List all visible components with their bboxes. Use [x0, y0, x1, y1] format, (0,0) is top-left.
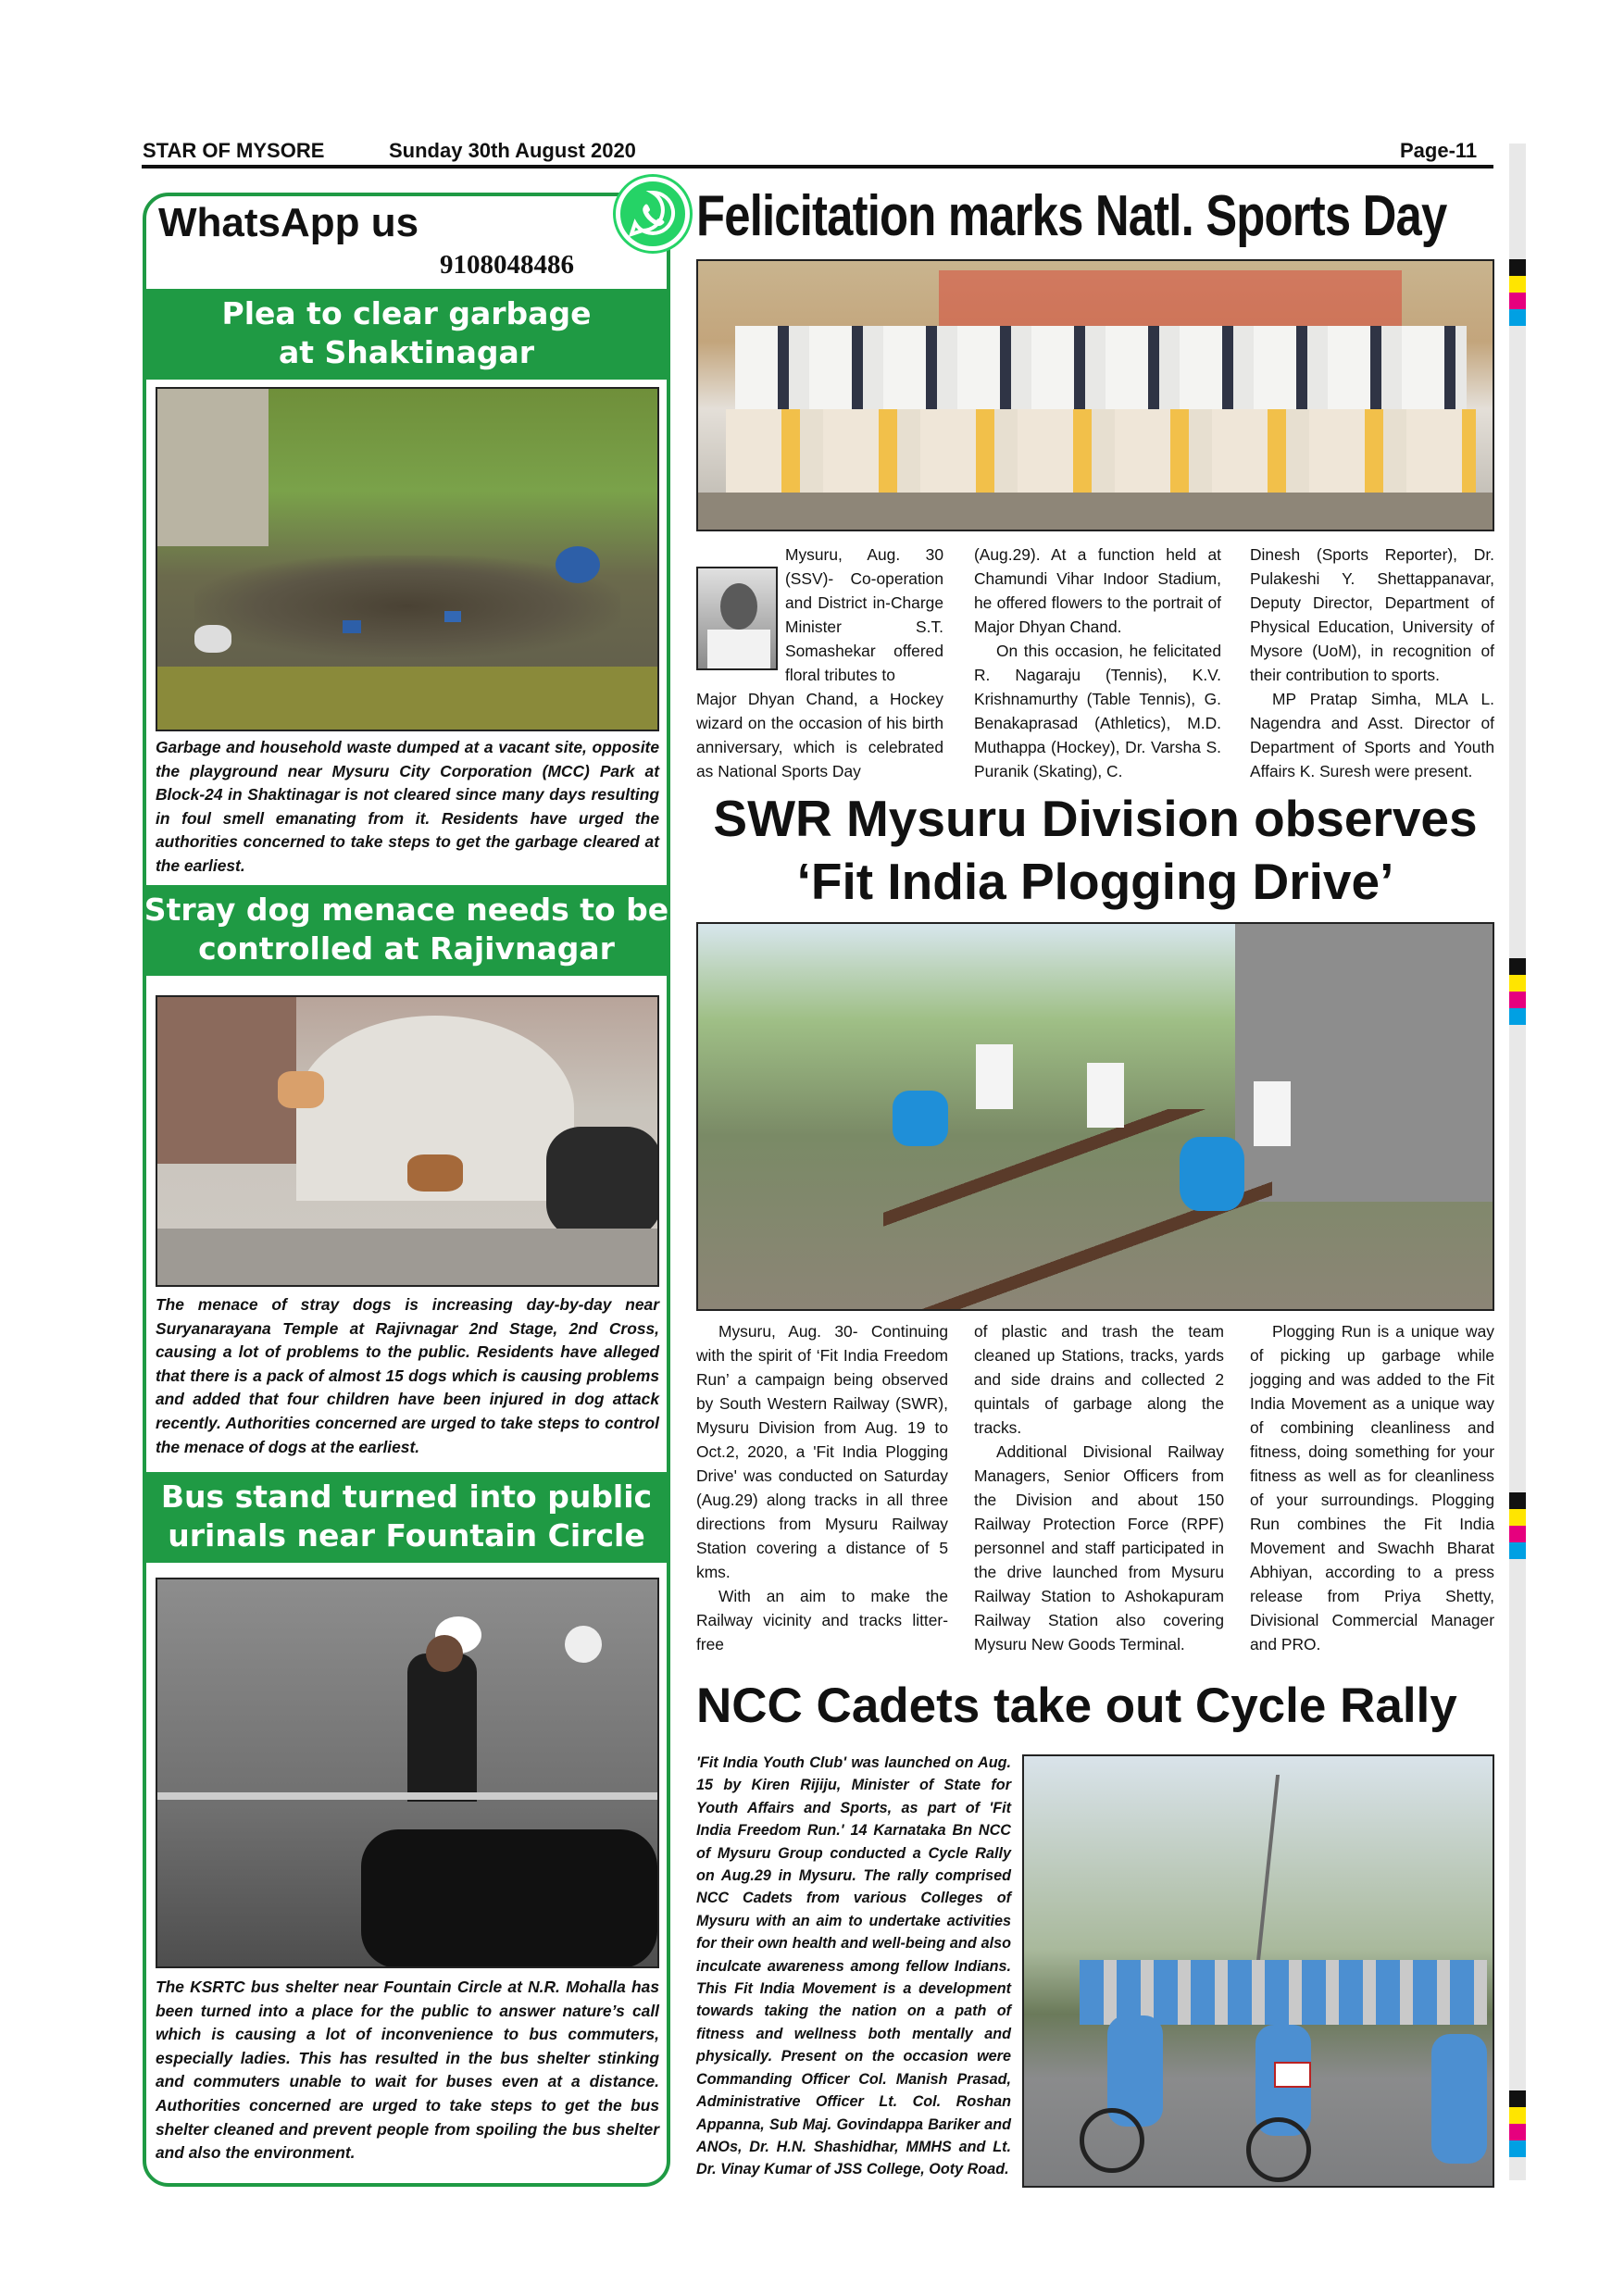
masthead-rule — [142, 165, 1493, 168]
stray-dog-headline: Stray dog menace needs to be controlled at Rajivnagar — [143, 885, 670, 976]
plogging-photo — [696, 922, 1494, 1311]
stray-dog-caption: The menace of stray dogs is increasing day-by-day near Suryanarayana Temple at Rajivnagar 2nd Stage, 2nd Cross, causing a lot of problems to the public. Residents have alleged that there is a pack of almost 15 dogs which is causing problems and added that four children have been injured in dog attack recently. Authorities concerned are urged to take steps to control the menace of dogs at the earliest. — [156, 1295, 659, 1456]
felicitation-headline: Felicitation marks Natl. Sports Day — [696, 184, 1447, 248]
page-number: Page-11 — [1400, 139, 1478, 162]
plogging-col2: of plastic and trash the team cleaned up Stations, tracks, yards and side drains and collected 2 quintals of garbage along the tracks. Additional Divisional Railway Managers, Senior Officers from the Division and about 150 Railway Protection Force (RPF) personnel and staff participated in the drive launched from Mysuru Railway Station to Ashokapuram Railway Station also covering Mysuru New Goods Terminal. — [974, 1322, 1224, 1653]
garbage-caption: Garbage and household waste dumped at a vacant site, opposite the playground near Mysuru City Corporation (MCC) Park at Block-24 in Shaktinagar is not cleared since many days resulting in foul smell emanating from it. Residents have urged the authorities concerned to take steps to get the garbage cleared at the earliest. — [156, 738, 659, 875]
felicitation-col3: Dinesh (Sports Reporter), Dr. Pulakeshi Y. Shettappanavar, Deputy Director, Department of Physical Education, University of Mysore (UoM), in recognition of their contribution to sports. MP Pratap Simha, MLA L. Nagendra and Asst. Director of Department of Sports and Youth Affairs K. Suresh were present. — [1250, 545, 1494, 780]
felicitation-col1-wrap: Mysuru, Aug. 30 (SSV)- Co-operation and District in-Charge Minister S.T. Somashekar offered floral tributes to — [785, 545, 943, 684]
issue-date: Sunday 30th August 2020 — [389, 139, 636, 162]
color-registration-marks — [1509, 0, 1526, 2296]
cycle-rally-body: 'Fit India Youth Club' was launched on Aug. 15 by Kiren Rijiju, Minister of State for Youth Affairs and Sports, as part of 'Fit India Freedom Run.' 14 Karnataka Bn NCC of Mysuru Group conducted a Cycle Rally on Aug.29 in Mysuru. The rally comprised NCC Cadets from various Colleges of Mysuru with an aim to undertake activities for their own health and well-being and also inculcate awareness among fellow Indians. This Fit India Movement is a development towards taking the nation on a path of fitness and wellness both mentally and physically. Present on the occasion were Commanding Officer Col. Manish Prasad, Administrative Officer Lt. Col. Roshan Appanna, Sub Maj. Govindappa Bariker and ANOs, Dr. H.N. Shashidhar, MMHS and Lt. Dr. Vinay Kumar of JSS College, Ooty Road. — [696, 1754, 1011, 2178]
garbage-headline: Plea to clear garbage at Shaktinagar — [143, 289, 670, 380]
stray-dog-photo — [156, 995, 659, 1287]
cycle-rally-photo — [1022, 1754, 1494, 2188]
whatsapp-icon — [616, 177, 690, 251]
bus-stand-headline: Bus stand turned into public urinals near Fountain Circle — [143, 1472, 670, 1563]
plogging-col1: Mysuru, Aug. 30- Continuing with the spirit of ‘Fit India Freedom Run’ a campaign being observed by South Western Railway (SWR), Mysuru Division from Aug. 19 to Oct.2, 2020, a 'Fit India Plogging Drive' was conducted on Saturday (Aug.29) along tracks in all three directions from Mysuru Railway Station covering a distance of 5 kms. With an aim to make the Railway vicinity and tracks litter-free — [696, 1322, 948, 1653]
bus-stand-caption: The KSRTC bus shelter near Fountain Circle at N.R. Mohalla has been turned into a place for the public to answer nature’s call which is causing a lot of inconvenience to bus commuters, especially ladies. This has resulted in the bus shelter stinking and commuters unable to wait for buses even at a distance. Authorities concerned are urged to take steps to get the bus shelter cleaned and prevent people from spoiling the bus shelter and also the environment. — [156, 1978, 659, 2163]
cycle-rally-headline: NCC Cadets take out Cycle Rally — [696, 1678, 1457, 1733]
garbage-photo — [156, 387, 659, 731]
bus-stand-photo — [156, 1578, 659, 1968]
plogging-headline: SWR Mysuru Division observes ‘Fit India Plogging Drive’ — [713, 790, 1478, 910]
felicitation-col1: Major Dhyan Chand, a Hockey wizard on the occasion of his birth anniversary, which is celebrated as National Sports Day — [696, 690, 943, 780]
dhyan-chand-portrait — [696, 567, 778, 670]
paper-name: STAR OF MYSORE — [143, 139, 325, 162]
whatsapp-title: WhatsApp us — [158, 200, 419, 245]
felicitation-col2: (Aug.29). At a function held at Chamundi Vihar Indoor Stadium, he offered flowers to the portrait of Major Dhyan Chand. On this occasion, he felicitated R. Nagaraju (Tennis), K.V. Krishnamurthy (Table Tennis), G. Benakaprasad (Athletics), M.D. Muthappa (Hockey), Dr. Varsha S. Puranik (Skating), C. — [974, 545, 1221, 780]
felicitation-photo — [696, 259, 1494, 531]
plogging-col3: Plogging Run is a unique way of picking up garbage while jogging and was added to the Fit India Movement as a unique way of combining cleanliness and fitness, doing something for your fitness as well as for cleanliness of your surroundings. Plogging Run combines the Fit India Movement and Swachh Bharat Abhiyan, according to a press release from Priya Shetty, Divisional Commercial Manager and PRO. — [1250, 1322, 1494, 1653]
whatsapp-number: 9108048486 — [440, 250, 574, 280]
